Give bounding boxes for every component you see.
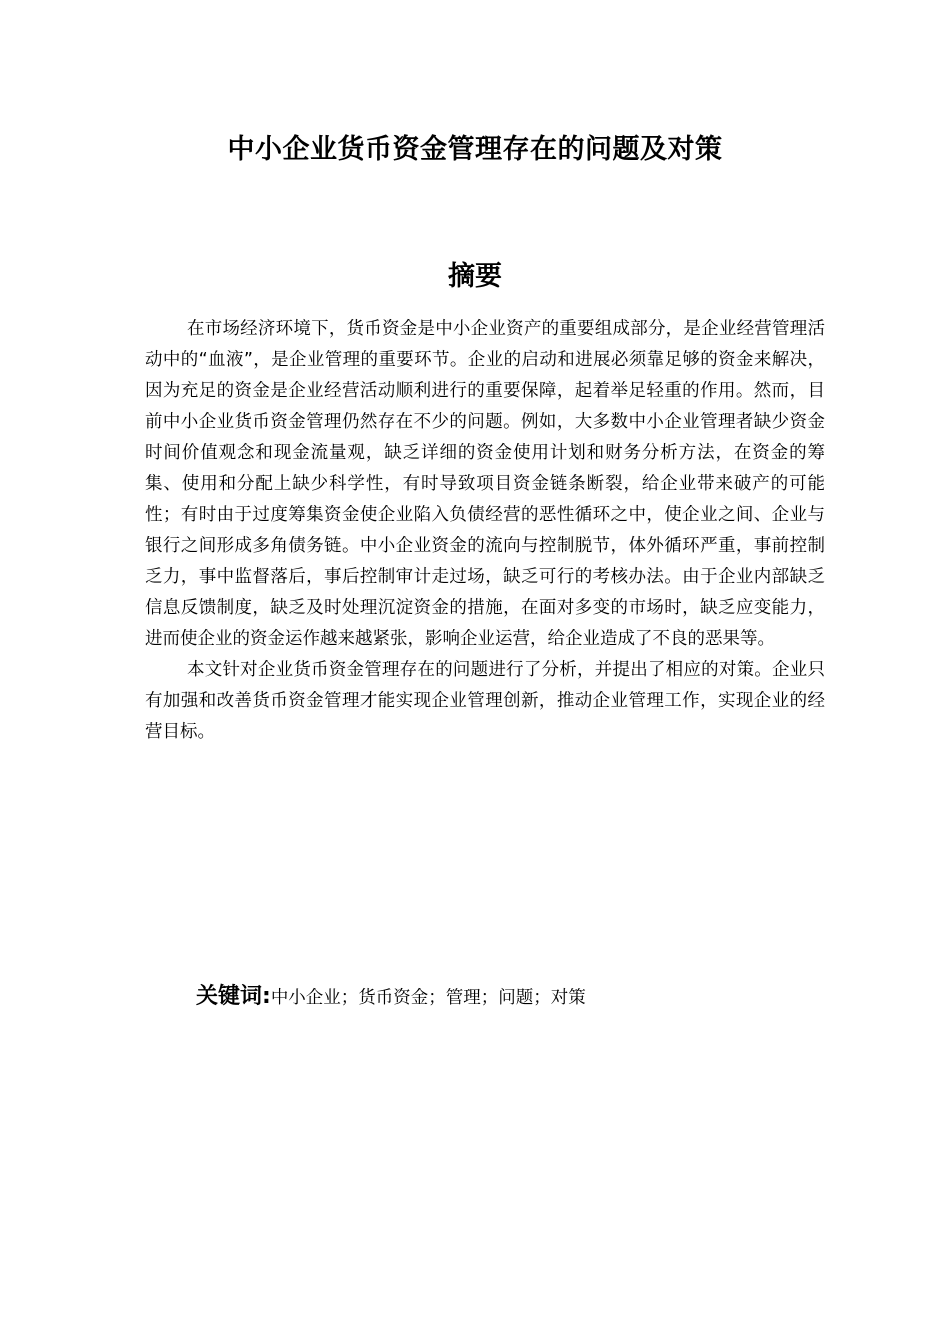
abstract-heading: 摘要 [448,261,502,292]
keywords-label: 关键词: [196,984,271,1009]
keywords-value: 中小企业；货币资金；管理；问题；对策 [270,988,586,1008]
abstract-paragraph-2: 本文针对企业货币资金管理存在的问题进行了分析，并提出了相应的对策。企业只有加强和改善货币资金管理才能实现企业管理创新，推动企业管理工作，实现企业的经营目标。 [145,660,825,742]
keywords-line [196,981,836,1014]
document-title: 中小企业货币资金管理存在的问题及对策 [227,134,723,165]
abstract-body [145,314,825,748]
abstract-paragraph-1: 在市场经济环境下，货币资金是中小企业资产的重要组成部分，是企业经营管理活动中的“血液”，是企业管理的重要环节。企业的启动和进展必须靠足够的资金来解决，因为充足的资金是企业经营活动顺利进行的重要保障，起着举足轻重的作用。然而，目前中小企业货币资金管理仍然存在不少的问题。例如，大多数中小企业管理者缺少资金时间价值观念和现金流量观，缺乏详细的资金使用计划和财务分析方法，在资金的筹集、使用和分配上缺少科学性，有时导致项目资金链条断裂，给企业带来破产的可能性；有时由于过度筹集资金使企业陷入负债经营的恶性循环之中，使企业之间、企业与银行之间形成多角债务链。中小企业资金的流向与控制脱节，体外循环严重，事前控制乏力，事中监督落后，事后控制审计走过场，缺乏可行的考核办法。由于企业内部缺乏信息反馈制度，缺乏及时处理沉淀资金的措施，在面对多变的市场时，缺乏应变能力，进而使企业的资金运作越来越紧张，影响企业运营，给企业造成了不良的恶果等。 [145,319,825,649]
